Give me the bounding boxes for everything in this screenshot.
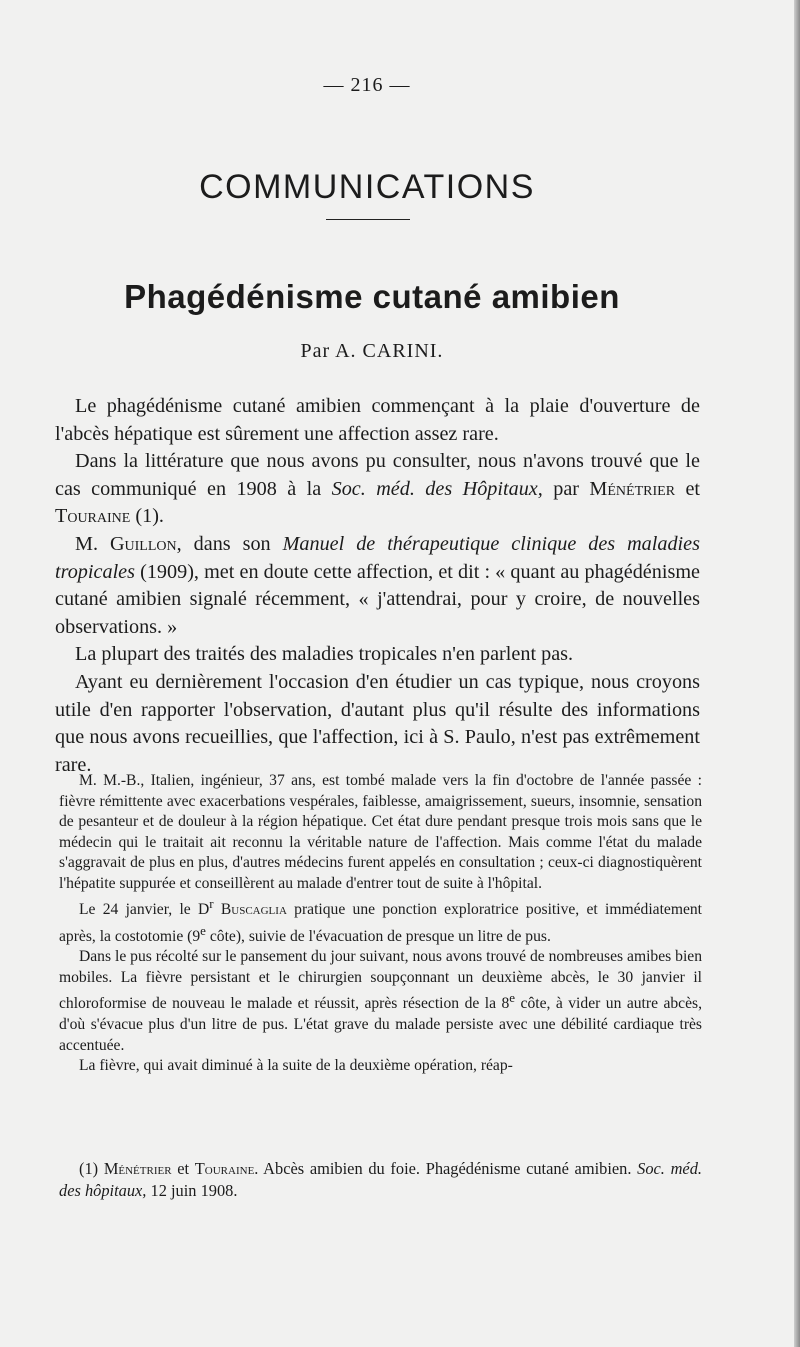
paragraph: Dans la littérature que nous avons pu consulter, nous n'avons trouvé que le cas communiqué en 1908 à la Soc. méd. des Hôpitaux, par Ménétrier et Touraine (1). — [55, 450, 701, 528]
paragraph: M. Guillon, dans son Manuel de thérapeutique clinique des maladies tropicales (1909), met en doute cette affection, et dit : « quant au phagédénisme cutané amibien signalé récemment, « j'attendrai, pour y croire, de nouvelles observations. » — [55, 532, 700, 638]
section-heading: COMMUNICATIONS — [199, 168, 535, 206]
observation-section — [59, 771, 702, 1077]
author-name: Ménétrier — [103, 1159, 172, 1178]
author-name: Ménétrier — [589, 477, 676, 500]
paragraph: La plupart des traités des maladies tropicales n'en parlent pas. — [75, 643, 574, 666]
book-title: Manuel de thérapeutique clinique des maladies tropicales — [55, 532, 700, 583]
page-number: — 216 — — [323, 74, 411, 96]
byline: Par A. CARINI. — [300, 340, 444, 362]
observation-paragraph: La fièvre, qui avait diminué à la suite de la deuxième opération, réap- — [79, 1057, 513, 1075]
article-body — [55, 393, 700, 779]
author-name: Guillon — [109, 532, 177, 555]
observation-paragraph: Dans le pus récolté sur le pansement du jour suivant, nous avons trouvé de nombreuses amibes bien mobiles. La fièvre persistant et le chirurgien soupçonnant un deuxième abcès, le 30 janvier il chloroformise de nouveau le malade et réussit, après résection de la 8e côte, à vider un autre abcès, d'où s'évacue plus d'un litre de pus. L'état grave du malade persiste avec une débilité cardiaque très accentuée. — [59, 948, 702, 1054]
author-name: Touraine — [194, 1159, 255, 1178]
page-edge — [794, 0, 800, 1347]
author-name: Touraine — [55, 505, 131, 528]
heading-rule — [326, 219, 410, 220]
footnote: (1) Ménétrier et Touraine. Abcès amibien du foie. Phagédénisme cutané amibien. Soc. méd. des hôpitaux, 12 juin 1908. — [59, 1159, 703, 1200]
article-title: Phagédénisme cutané amibien — [124, 278, 620, 315]
observation-paragraph: M. M.-B., Italien, ingénieur, 37 ans, est tombé malade vers la fin d'octobre de l'année passée : fièvre rémittente avec exacerbations vespérales, faiblesse, amaigrissement, sueurs, insomnie, sensation de pesanteur et de douleur à la région hépatique. Cet état dure pendant presque trois mois sans que le médecin qui le traitait ait reconnu la véritable nature de l'affection. Mais comme l'état du malade s'aggravait de plus en plus, d'autres médecins furent appelés en consultation ; ceux-ci diagnostiquèrent l'hépatite suppurée et conseillèrent au malade d'entrer tout de suite à l'hôpital. — [59, 772, 702, 892]
paragraph: Le phagédénisme cutané amibien commençant à la plaie d'ouverture de l'abcès hépatique est sûrement une affection assez rare. — [55, 395, 700, 445]
paragraph: Ayant eu dernièrement l'occasion d'en étudier un cas typique, nous croyons utile d'en rapporter l'observation, d'autant plus qu'il résulte des informations que nous avons recueillies, que l'affection, ici à S. Paulo, n'est pas extrêmement rare. — [55, 670, 700, 776]
author-name: Buscaglia — [220, 901, 287, 919]
observation-paragraph: Le 24 janvier, le $D^r$ Buscaglia pratique une ponction exploratrice positive, et immédiatement après, la costotomie (9e côte), suivie de l'évacuation de presque un litre de pus. — [59, 896, 703, 945]
